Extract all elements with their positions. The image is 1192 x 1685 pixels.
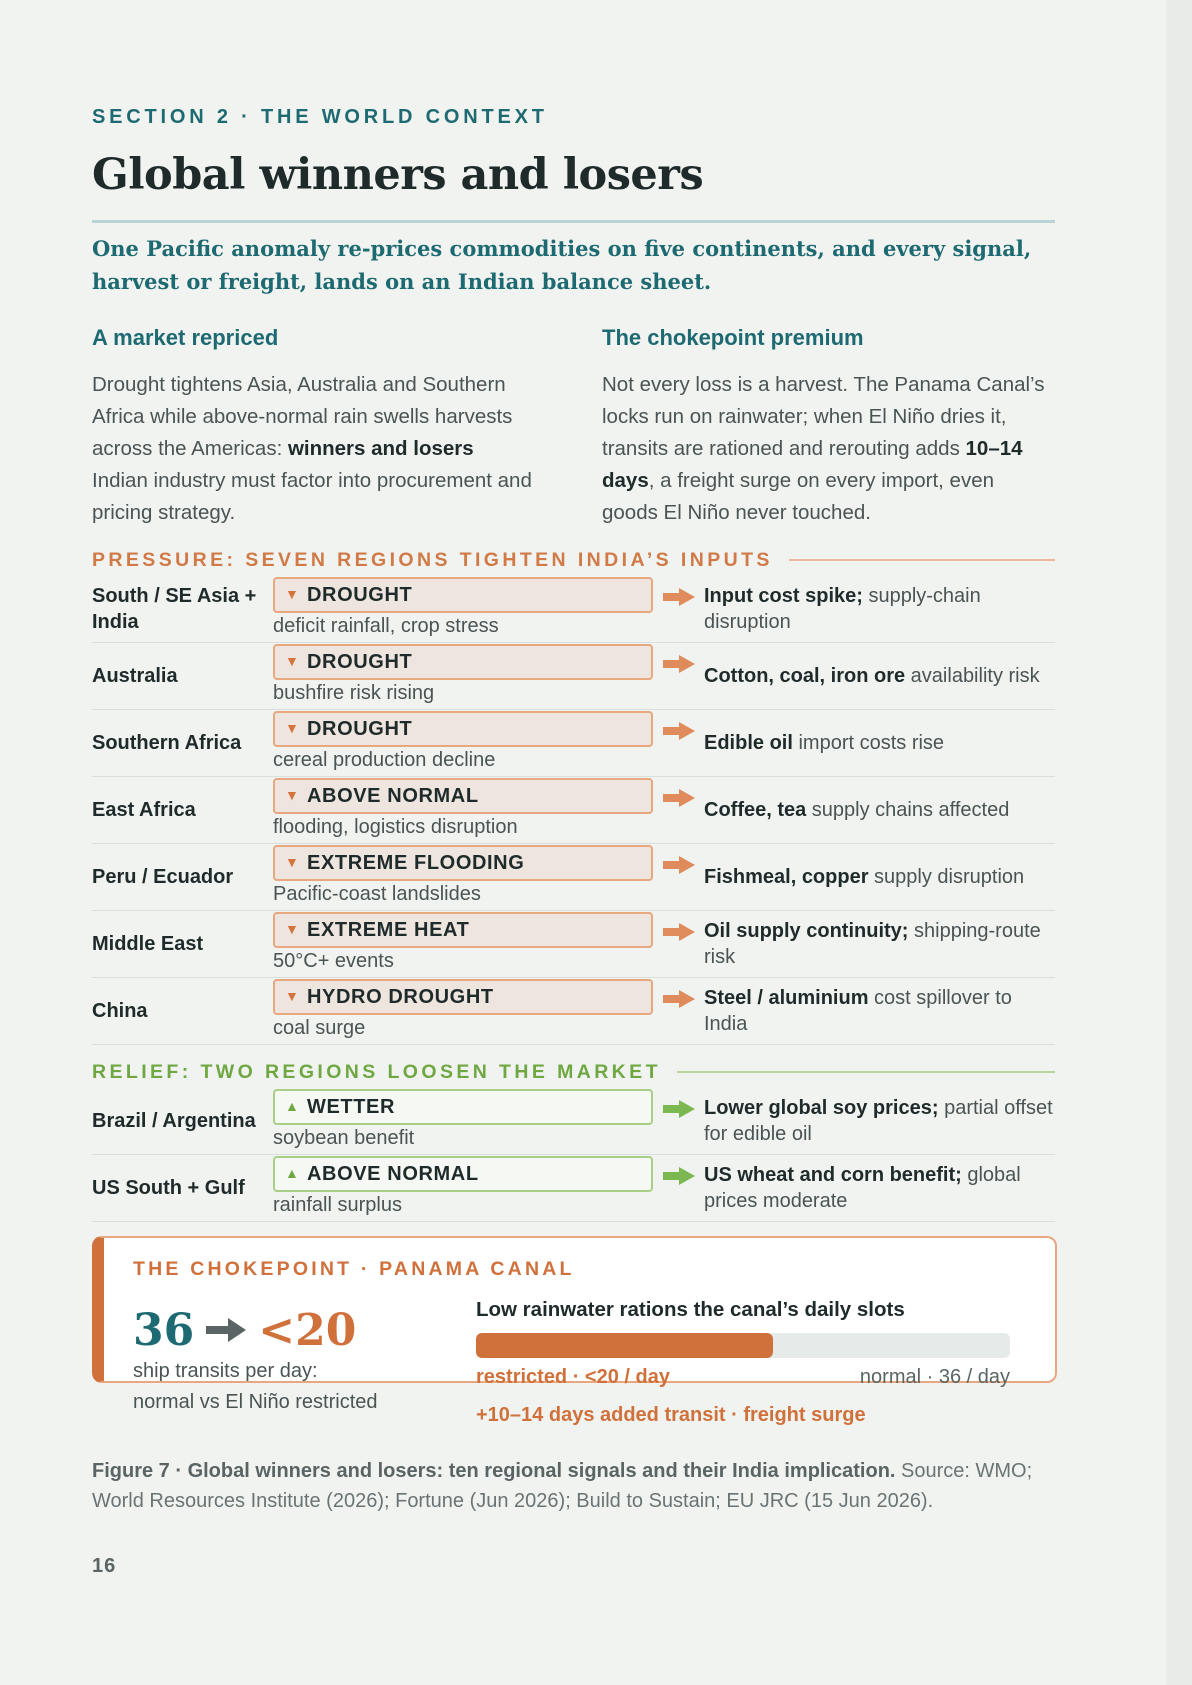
region-name: China — [92, 999, 148, 1022]
impact-text: cost spillover to India — [704, 986, 1012, 1035]
signal-badge — [273, 1156, 653, 1192]
signal-note: soybean benefit — [273, 1127, 415, 1149]
signal-label: EXTREME HEAT — [307, 919, 470, 941]
pressure-row — [92, 977, 1055, 1045]
triangle-down-icon: ▼ — [285, 921, 299, 937]
pressure-section-rule — [789, 559, 1055, 561]
section-kicker: SECTION 2 · THE WORLD CONTEXT — [92, 106, 548, 128]
signal-note: bushfire risk rising — [273, 682, 435, 704]
relief-section-rule — [677, 1071, 1055, 1073]
pressure-section-header — [92, 546, 1055, 574]
right-body-text-2: , a freight surge on every import, even goods El Niño never touched. — [602, 469, 994, 524]
arrow-right-icon — [663, 588, 695, 606]
pressure-row — [92, 575, 1055, 643]
signal-badge — [273, 711, 653, 747]
caption-bold: Figure 7 · Global winners and losers: ten regional signals and their India implication. — [92, 1460, 896, 1482]
relief-row — [92, 1154, 1055, 1222]
left-body-text-1: Drought tightens Asia, Australia and Southern Africa while above-normal rain swells harvests across the Americas: — [92, 373, 513, 460]
signal-label: DROUGHT — [307, 651, 413, 673]
signal-label: DROUGHT — [307, 584, 413, 606]
impact-bold: Edible oil — [704, 731, 793, 754]
impact-bold: Coffee, tea — [704, 798, 807, 821]
pressure-row — [92, 709, 1055, 777]
signal-note: flooding, logistics disruption — [273, 816, 518, 838]
arrow-right-icon — [663, 722, 695, 740]
page-number: 16 — [92, 1555, 117, 1577]
impact-text: availability risk — [905, 664, 1040, 687]
region-name: South / SE Asia + India — [92, 584, 257, 633]
impact-bold: Fishmeal, copper — [704, 865, 869, 888]
page-edge-shadow — [1166, 0, 1192, 1685]
india-impact — [704, 985, 1056, 1037]
triangle-up-icon: ▲ — [285, 1098, 299, 1114]
arrow-right-icon — [663, 789, 695, 807]
impact-text: partial offset for edible oil — [704, 1096, 1053, 1145]
caption-source: Source: WMO; World Resources Institute (2026); Fortune (Jun 2026); Build to Sustain; EU JRC (15 Jun 2026). — [92, 1460, 1033, 1512]
restricted-transits-value: <20 — [258, 1304, 357, 1356]
triangle-up-icon: ▲ — [285, 1165, 299, 1181]
india-impact — [704, 918, 1056, 970]
relief-row — [92, 1087, 1055, 1155]
signal-note: cereal production decline — [273, 749, 496, 771]
left-column — [92, 325, 532, 529]
impact-bold: Oil supply continuity; — [704, 919, 909, 942]
triangle-down-icon: ▼ — [285, 720, 299, 736]
signal-label: DROUGHT — [307, 718, 413, 740]
pressure-row — [92, 642, 1055, 710]
arrow-right-icon — [663, 1167, 695, 1185]
page-title: Global winners and losers — [92, 150, 704, 200]
left-column-body — [92, 369, 532, 529]
capacity-bar-fill — [476, 1333, 773, 1358]
relief-section-header — [92, 1058, 1055, 1086]
pressure-row — [92, 776, 1055, 844]
arrow-right-icon — [663, 856, 695, 874]
arrow-right-icon — [663, 655, 695, 673]
arrow-right-icon — [663, 990, 695, 1008]
india-impact — [704, 583, 1056, 635]
pressure-row — [92, 843, 1055, 911]
impact-bold: Steel / aluminium — [704, 986, 869, 1009]
impact-text: supply disruption — [868, 865, 1025, 888]
relief-section-label: RELIEF: TWO REGIONS LOOSEN THE MARKET — [92, 1060, 661, 1083]
signal-note: coal surge — [273, 1017, 366, 1039]
signal-note: deficit rainfall, crop stress — [273, 615, 499, 637]
transit-subtitle-line-2: normal vs El Niño restricted — [133, 1391, 378, 1413]
arrow-right-icon — [663, 1100, 695, 1118]
signal-label: ABOVE NORMAL — [307, 1163, 479, 1185]
triangle-down-icon: ▼ — [285, 653, 299, 669]
title-divider — [92, 220, 1055, 223]
region-name: Middle East — [92, 932, 204, 955]
transit-subtitle — [133, 1356, 453, 1418]
triangle-down-icon: ▼ — [285, 787, 299, 803]
signal-badge — [273, 845, 653, 881]
region-name: East Africa — [92, 798, 196, 821]
chokepoint-kicker: THE CHOKEPOINT · PANAMA CANAL — [133, 1258, 575, 1280]
region-name: Australia — [92, 664, 178, 687]
impact-bold: Input cost spike; — [704, 584, 863, 607]
figure-caption — [92, 1456, 1055, 1516]
capacity-bar-track — [476, 1333, 1010, 1358]
bar-title: Low rainwater rations the canal’s daily slots — [476, 1298, 905, 1321]
signal-label: HYDRO DROUGHT — [307, 986, 494, 1008]
signal-badge — [273, 912, 653, 948]
normal-label: normal · 36 / day — [859, 1366, 1010, 1388]
impact-bold: US wheat and corn benefit; — [704, 1163, 962, 1186]
signal-badge — [273, 577, 653, 613]
right-column-heading: The chokepoint premium — [602, 325, 864, 350]
right-body-text-1: Not every loss is a harvest. The Panama Canal’s locks run on rainwater; when El Niño dries it, transits are rationed and rerouting adds — [602, 373, 1045, 460]
impact-text: import costs rise — [792, 731, 945, 754]
right-column — [602, 325, 1055, 529]
deck-paragraph: One Pacific anomaly re-prices commodities on five continents, and every signal, harvest or freight, lands on an Indian balance sheet. — [92, 236, 1032, 294]
region-name: Peru / Ecuador — [92, 865, 234, 888]
region-name: US South + Gulf — [92, 1176, 245, 1199]
triangle-down-icon: ▼ — [285, 586, 299, 602]
signal-label: ABOVE NORMAL — [307, 785, 479, 807]
signal-note: Pacific-coast landslides — [273, 883, 481, 905]
arrow-right-icon — [663, 923, 695, 941]
transit-comparison — [133, 1304, 356, 1356]
right-column-body — [602, 369, 1055, 529]
chokepoint-card — [92, 1236, 1057, 1426]
signal-badge — [273, 979, 653, 1015]
signal-note: 50°C+ events — [273, 950, 394, 972]
impact-text: global prices moderate — [704, 1163, 1021, 1212]
india-impact — [704, 730, 1056, 756]
region-name: Southern Africa — [92, 731, 242, 754]
triangle-down-icon: ▼ — [285, 988, 299, 1004]
left-body-text-2: Indian industry must factor into procurement and pricing strategy. — [92, 469, 532, 524]
signal-badge — [273, 644, 653, 680]
impact-bold: Cotton, coal, iron ore — [704, 664, 906, 687]
arrow-right-icon — [206, 1317, 246, 1343]
impact-bold: Lower global soy prices; — [704, 1096, 939, 1119]
right-body-bold: 10–14 days — [602, 437, 1023, 492]
signal-label: WETTER — [307, 1096, 396, 1118]
pressure-row — [92, 910, 1055, 978]
triangle-down-icon: ▼ — [285, 854, 299, 870]
left-column-heading: A market repriced — [92, 325, 279, 350]
signal-badge — [273, 1089, 653, 1125]
region-name: Brazil / Argentina — [92, 1109, 256, 1132]
pressure-section-label: PRESSURE: SEVEN REGIONS TIGHTEN INDIA’S INPUTS — [92, 548, 773, 571]
impact-text: supply chains affected — [806, 798, 1010, 821]
signal-badge — [273, 778, 653, 814]
freight-surge-note: +10–14 days added transit · freight surge — [476, 1404, 866, 1426]
signal-label: EXTREME FLOODING — [307, 852, 525, 874]
restricted-label: restricted · <20 / day — [476, 1366, 670, 1388]
india-impact — [704, 864, 1056, 890]
india-impact — [704, 797, 1056, 823]
transit-subtitle-line-1: ship transits per day: — [133, 1360, 318, 1382]
india-impact — [704, 663, 1056, 689]
impact-text: shipping-route risk — [704, 919, 1041, 968]
impact-text: supply-chain disruption — [704, 584, 981, 633]
india-impact — [704, 1095, 1056, 1147]
left-body-bold: winners and losers — [287, 437, 474, 460]
india-impact — [704, 1162, 1056, 1214]
signal-note: rainfall surplus — [273, 1194, 402, 1216]
normal-transits-value: 36 — [133, 1304, 195, 1356]
